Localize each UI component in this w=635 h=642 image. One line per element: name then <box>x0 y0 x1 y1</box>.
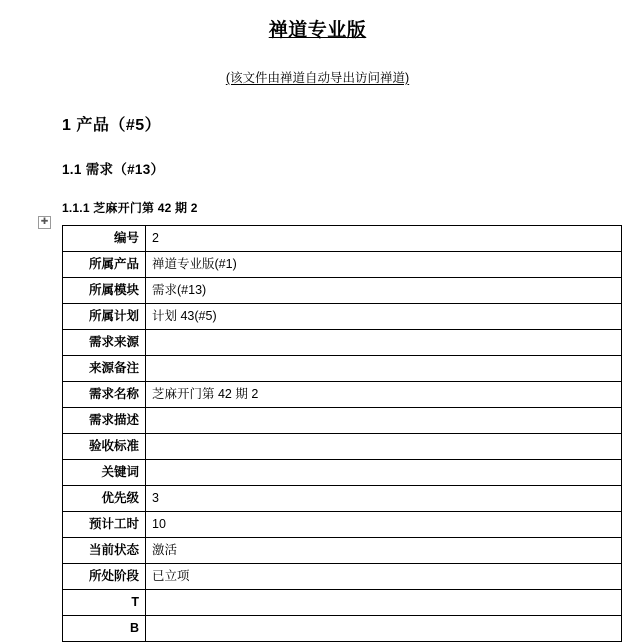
table-row <box>63 382 622 408</box>
table-row-label: 需求描述 <box>63 408 146 434</box>
document-page <box>0 8 635 635</box>
table-row-label: B <box>63 616 146 642</box>
document-subtitle: (该文件由禅道自动导出访问禅道) <box>225 71 410 85</box>
table-row-label: 验收标准 <box>63 434 146 460</box>
table-row <box>63 252 622 278</box>
table-row-label: 编号 <box>63 226 146 252</box>
table-row-value <box>146 330 622 356</box>
table-row-label: 需求来源 <box>63 330 146 356</box>
table-row-value: 2 <box>146 226 622 252</box>
table-row-label: 关键词 <box>63 460 146 486</box>
table-row-label: 预计工时 <box>63 512 146 538</box>
table-move-handle-icon[interactable]: ✚ <box>38 216 51 229</box>
table-row-value <box>146 460 622 486</box>
table-row-value: 10 <box>146 512 622 538</box>
table-row-value: 激活 <box>146 538 622 564</box>
heading-level-3: 1.1.1 芝麻开门第 42 期 2 <box>62 201 198 215</box>
table-row-value: 3 <box>146 486 622 512</box>
table-row <box>63 330 622 356</box>
table-row <box>63 460 622 486</box>
table-row <box>63 304 622 330</box>
table-row-value: 已立项 <box>146 564 622 590</box>
page-title: 禅道专业版 <box>268 20 367 41</box>
table-row-label: 所处阶段 <box>63 564 146 590</box>
table-row-label: 优先级 <box>63 486 146 512</box>
table-row-value <box>146 590 622 616</box>
table-row-value: 芝麻开门第 42 期 2 <box>146 382 622 408</box>
story-info-table-wrapper <box>40 217 622 642</box>
table-row-label: 需求名称 <box>63 382 146 408</box>
heading-level-1: 1 产品（#5） <box>62 117 162 134</box>
table-row-value <box>146 434 622 460</box>
table-row <box>63 434 622 460</box>
table-row-value: 计划 43(#5) <box>146 304 622 330</box>
table-row <box>63 226 622 252</box>
table-row-value <box>146 408 622 434</box>
table-row-value <box>146 356 622 382</box>
table-row <box>63 408 622 434</box>
table-row <box>63 538 622 564</box>
story-info-table <box>62 225 622 642</box>
table-row-value <box>146 616 622 642</box>
table-row-label: 当前状态 <box>63 538 146 564</box>
table-row <box>63 278 622 304</box>
table-row <box>63 590 622 616</box>
table-row <box>63 616 622 642</box>
table-row <box>63 356 622 382</box>
heading-level-2: 1.1 需求（#13） <box>62 162 165 177</box>
table-row <box>63 564 622 590</box>
table-row-label: 所属模块 <box>63 278 146 304</box>
table-row-value: 需求(#13) <box>146 278 622 304</box>
table-row <box>63 486 622 512</box>
table-row <box>63 512 622 538</box>
table-row-value: 禅道专业版(#1) <box>146 252 622 278</box>
table-row-label: 所属产品 <box>63 252 146 278</box>
table-row-label: 所属计划 <box>63 304 146 330</box>
table-row-label: 来源备注 <box>63 356 146 382</box>
table-row-label: T <box>63 590 146 616</box>
